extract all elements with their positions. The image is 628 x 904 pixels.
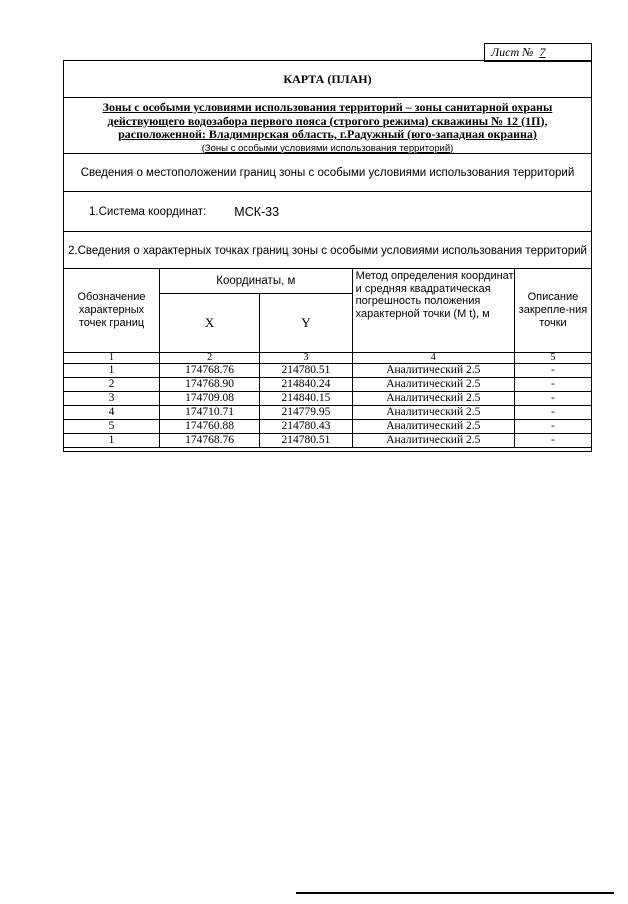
table-row	[64, 378, 592, 392]
table-row	[64, 420, 592, 434]
table-row	[64, 392, 592, 406]
desc-cell: -	[514, 364, 591, 378]
desc-cell: -	[514, 392, 591, 406]
header-row-1	[64, 269, 592, 294]
y-cell: 214779.95	[260, 406, 352, 420]
method-cell: Аналитический 2.5	[352, 364, 514, 378]
index-cell: 3	[260, 353, 352, 364]
method-cell: Аналитический 2.5	[352, 434, 514, 448]
y-cell: 214840.15	[260, 392, 352, 406]
x-cell: 174768.76	[160, 434, 260, 448]
point-cell: 2	[64, 378, 160, 392]
coordinates-table	[63, 268, 592, 448]
table-row	[64, 406, 592, 420]
col-y: Y	[260, 294, 352, 353]
table-row	[64, 364, 592, 378]
desc-cell: -	[514, 434, 591, 448]
method-cell: Аналитический 2.5	[352, 378, 514, 392]
desc-cell: -	[514, 378, 591, 392]
point-cell: 3	[64, 392, 160, 406]
index-cell: 4	[352, 353, 514, 364]
bottom-divider	[296, 892, 614, 894]
index-cell: 5	[514, 353, 591, 364]
table-row	[64, 434, 592, 448]
x-cell: 174710.71	[160, 406, 260, 420]
point-cell: 1	[64, 434, 160, 448]
desc-cell: -	[514, 420, 591, 434]
col-point-name: Обозначение характерных точек границ	[64, 269, 160, 353]
zone-line-2: действующего водозабора первого пояса (строгого режима) скважины № 12 (1П),	[107, 113, 548, 128]
sheet-label: Лист №	[491, 45, 534, 59]
col-x: X	[160, 294, 260, 353]
desc-cell: -	[514, 406, 591, 420]
coord-system-label: 1.Система координат:	[89, 205, 207, 218]
zone-line-4-text: (Зоны с особыми условиями использования территорий)	[201, 142, 454, 154]
y-cell: 214780.51	[260, 364, 352, 378]
section-heading: Сведения о местоположении границ зоны с особыми условиями использования территорий	[64, 154, 591, 192]
method-cell: Аналитический 2.5	[352, 392, 514, 406]
method-cell: Аналитический 2.5	[352, 420, 514, 434]
zone-line-3: расположенной: Владимирская область, г.Радужный (юго-западная окраина)	[118, 127, 537, 141]
document-title: КАРТА (ПЛАН)	[64, 61, 591, 98]
col-coordinates: Координаты, м	[160, 269, 353, 294]
method-cell: Аналитический 2.5	[352, 406, 514, 420]
zone-description	[64, 98, 591, 154]
index-cell: 1	[64, 353, 160, 364]
y-cell: 214780.43	[260, 420, 352, 434]
col-description: Описание закрепле-ния точки	[514, 269, 591, 353]
point-cell: 5	[64, 420, 160, 434]
y-cell: 214840.24	[260, 378, 352, 392]
x-cell: 174760.88	[160, 420, 260, 434]
sheet-number: 7	[539, 45, 546, 59]
coord-system-value: МСК-33	[234, 204, 280, 219]
column-index-row	[64, 353, 592, 364]
points-heading: 2.Сведения о характерных точках границ зоны с особыми условиями использования территорий	[68, 245, 587, 257]
zone-line-1: Зоны с особыми условиями использования территорий – зоны санитарной охраны	[102, 100, 553, 114]
coordinate-system	[64, 192, 591, 232]
y-cell: 214780.51	[260, 434, 352, 448]
zone-line-4	[64, 142, 591, 156]
point-cell: 1	[64, 364, 160, 378]
col-method: Метод определения координат и средняя квадратическая погрешность положения характерной точки (М t), м	[352, 269, 514, 353]
x-cell: 174768.90	[160, 378, 260, 392]
document-frame	[63, 60, 592, 452]
index-cell: 2	[160, 353, 260, 364]
point-cell: 4	[64, 406, 160, 420]
x-cell: 174768.76	[160, 364, 260, 378]
x-cell: 174709.08	[160, 392, 260, 406]
